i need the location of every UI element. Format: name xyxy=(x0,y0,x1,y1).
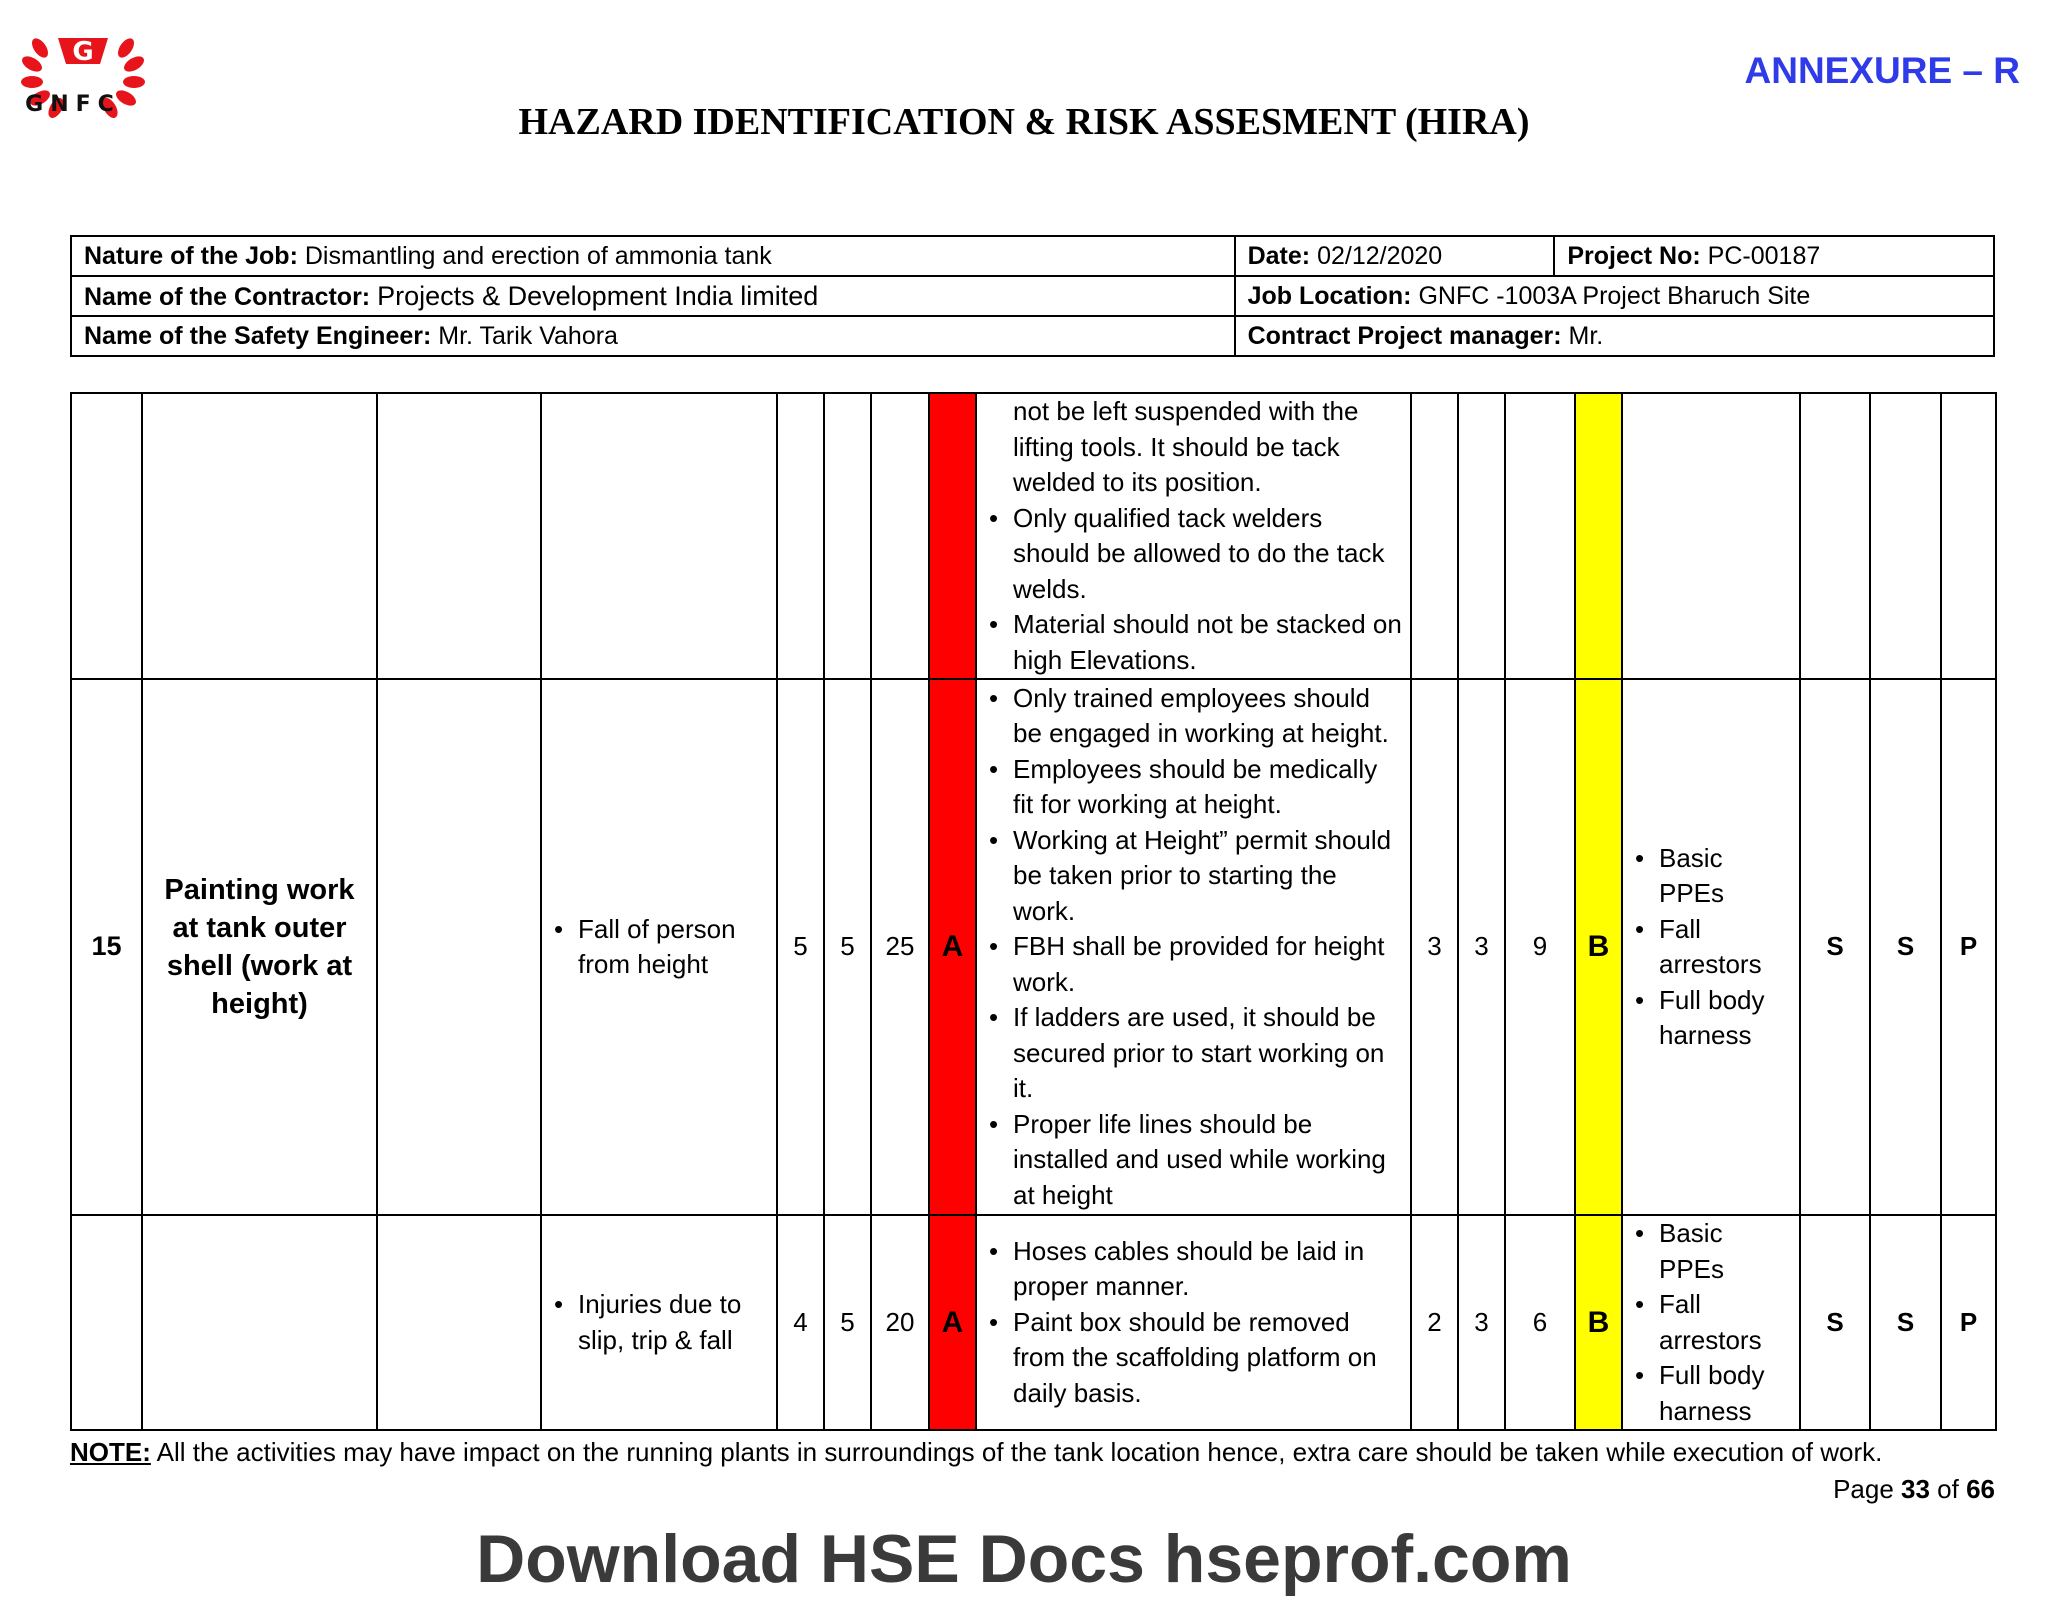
residual-risk-cell: 9 xyxy=(1505,679,1575,1215)
table-row xyxy=(71,679,1996,1215)
hazard-item: • Injuries due to slip, trip & fall xyxy=(578,1287,770,1358)
blank-cell xyxy=(377,393,541,679)
sno-cell: 15 xyxy=(71,679,142,1215)
blank-cell xyxy=(377,679,541,1215)
note-text xyxy=(70,1437,1882,1468)
control-measure-item: • Material should not be stacked on high Elevations. xyxy=(1013,607,1404,678)
status-cell: P xyxy=(1941,1215,1996,1430)
note-label: NOTE: xyxy=(70,1437,151,1467)
probability-cell: 5 xyxy=(777,679,824,1215)
residual-severity-cell: 3 xyxy=(1458,679,1505,1215)
status-cell xyxy=(1941,393,1996,679)
risk-category-cell xyxy=(929,393,976,679)
residual-risk-cell: 6 xyxy=(1505,1215,1575,1430)
job-info-table xyxy=(70,235,1995,357)
residual-category-cell: B xyxy=(1575,679,1622,1215)
residual-category-cell: B xyxy=(1575,1215,1622,1430)
ppe-item: • Basic PPEs xyxy=(1659,1216,1793,1287)
ppe-item: • Full body harness xyxy=(1659,1358,1793,1429)
control-measure-item: • If ladders are used, it should be secured prior to start working on it. xyxy=(1013,1000,1404,1107)
svg-text:G: G xyxy=(72,37,94,67)
severity-cell: 5 xyxy=(824,1215,871,1430)
ppe-cell xyxy=(1622,393,1800,679)
risk-category-cell: A xyxy=(929,1215,976,1430)
control-measure-item: • Only qualified tack welders should be allowed to do the tack welds. xyxy=(1013,501,1404,608)
info-row xyxy=(71,316,1994,356)
logo-text: GNFC xyxy=(25,92,121,117)
safety-engineer-cell: Name of the Safety Engineer: Mr. Tarik Vahora xyxy=(71,316,1235,356)
info-row xyxy=(71,276,1994,316)
status-cell: S xyxy=(1870,1215,1941,1430)
job-location-cell: Job Location: GNFC -1003A Project Bharuch Site xyxy=(1235,276,1994,316)
project-manager-cell: Contract Project manager: Mr. xyxy=(1235,316,1994,356)
risk-category-cell: A xyxy=(929,679,976,1215)
ppe-item: • Fall arrestors xyxy=(1659,1287,1793,1358)
page-title: HAZARD IDENTIFICATION & RISK ASSESMENT (HIRA) xyxy=(518,101,1530,143)
ppe-cell xyxy=(1622,1215,1800,1430)
control-measure-continued: not be left suspended with the lifting tools. It should be tack welded to its position. xyxy=(1013,396,1359,497)
hazard-item: • Fall of person from height xyxy=(578,912,770,983)
table-row xyxy=(71,393,1996,679)
probability-cell: 4 xyxy=(777,1215,824,1430)
ppe-item: • Basic PPEs xyxy=(1659,841,1793,912)
control-measure-item: • Working at Height” permit should be taken prior to starting the work. xyxy=(1013,823,1404,930)
sno-cell xyxy=(71,1215,142,1430)
nature-of-job: Nature of the Job: Dismantling and erection of ammonia tank xyxy=(71,236,1235,276)
control-measures-cell xyxy=(976,679,1411,1215)
status-cell: P xyxy=(1941,679,1996,1215)
control-measures-cell xyxy=(976,393,1411,679)
residual-probability-cell: 3 xyxy=(1411,679,1458,1215)
annexure-label: ANNEXURE – R xyxy=(1744,50,2020,91)
probability-cell xyxy=(777,393,824,679)
activity-cell xyxy=(142,1215,377,1430)
residual-category-cell xyxy=(1575,393,1622,679)
status-cell: S xyxy=(1870,679,1941,1215)
activity-cell xyxy=(142,393,377,679)
status-cell xyxy=(1870,393,1941,679)
sno-cell xyxy=(71,393,142,679)
info-row xyxy=(71,236,1994,276)
blank-cell xyxy=(377,1215,541,1430)
project-no-cell: Project No: PC-00187 xyxy=(1554,236,1994,276)
date-cell: Date: 02/12/2020 xyxy=(1235,236,1555,276)
risk-score-cell xyxy=(871,393,929,679)
control-measure-item: • Proper life lines should be installed and used while working at height xyxy=(1013,1107,1404,1214)
activity-cell: Painting work at tank outer shell (work at height) xyxy=(142,679,377,1215)
severity-cell xyxy=(824,393,871,679)
table-row xyxy=(71,1215,1996,1430)
control-measures-cell xyxy=(976,1215,1411,1430)
control-measure-item: • Paint box should be removed from the scaffolding platform on daily basis. xyxy=(1013,1305,1404,1412)
control-measure-item: • Only trained employees should be engaged in working at height. xyxy=(1013,681,1404,752)
risk-score-cell: 20 xyxy=(871,1215,929,1430)
status-cell: S xyxy=(1800,1215,1870,1430)
residual-severity-cell xyxy=(1458,393,1505,679)
ppe-item: • Fall arrestors xyxy=(1659,912,1793,983)
residual-severity-cell: 3 xyxy=(1458,1215,1505,1430)
control-measure-item: • FBH shall be provided for height work. xyxy=(1013,929,1404,1000)
note-body: All the activities may have impact on the running plants in surroundings of the tank location hence, extra care should be taken while execution of work. xyxy=(150,1437,1883,1467)
severity-cell: 5 xyxy=(824,679,871,1215)
ppe-item: • Full body harness xyxy=(1659,983,1793,1054)
hazard-cell xyxy=(541,393,777,679)
hira-table xyxy=(70,392,1997,1431)
risk-score-cell: 25 xyxy=(871,679,929,1215)
residual-probability-cell xyxy=(1411,393,1458,679)
ppe-cell xyxy=(1622,679,1800,1215)
status-cell xyxy=(1800,393,1870,679)
residual-probability-cell: 2 xyxy=(1411,1215,1458,1430)
residual-risk-cell xyxy=(1505,393,1575,679)
status-cell: S xyxy=(1800,679,1870,1215)
hazard-cell xyxy=(541,1215,777,1430)
control-measure-item: • Employees should be medically fit for working at height. xyxy=(1013,752,1404,823)
control-measure-item: • Hoses cables should be laid in proper manner. xyxy=(1013,1234,1404,1305)
footer-watermark: Download HSE Docs hseprof.com xyxy=(476,1521,1572,1597)
hazard-cell xyxy=(541,679,777,1215)
contractor-cell: Name of the Contractor: Projects & Development India limited xyxy=(71,276,1235,316)
page-number: Page 33 of 66 xyxy=(1833,1474,1995,1504)
